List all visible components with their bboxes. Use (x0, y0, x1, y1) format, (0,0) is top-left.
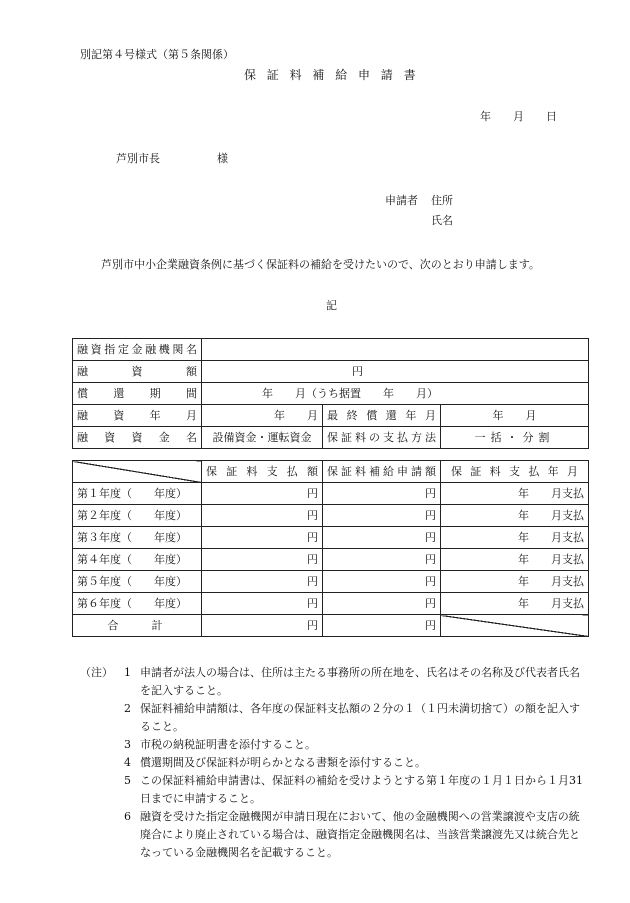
pay-date-cell[interactable]: 年 月支払 (441, 483, 589, 505)
table-row (73, 527, 589, 549)
payment-method-label: 保証料の支払方法 (323, 427, 441, 449)
pay-date-cell[interactable]: 年 月支払 (441, 505, 589, 527)
note-number: 2 (124, 702, 131, 715)
requested-cell[interactable]: 円 (323, 483, 441, 505)
total-diagonal-cell (441, 615, 589, 637)
header-paid: 保証料支払額 (202, 461, 323, 483)
paid-cell[interactable]: 円 (202, 593, 323, 615)
paid-cell[interactable]: 円 (202, 549, 323, 571)
year-label: 第６年度（ 年度） (73, 593, 202, 615)
total-requested-cell[interactable]: 円 (323, 615, 441, 637)
total-row (73, 615, 589, 637)
address-label: 住所 (431, 194, 453, 207)
note-number: 6 (124, 810, 131, 823)
note-number: 3 (124, 738, 131, 751)
note-number: 4 (124, 756, 131, 769)
header-requested: 保証料補給申請額 (323, 461, 441, 483)
paid-cell[interactable]: 円 (202, 527, 323, 549)
note-item (80, 808, 585, 862)
amount-unit[interactable]: 円 (202, 361, 589, 383)
requested-cell[interactable]: 円 (323, 527, 441, 549)
corner-diagonal-cell (73, 461, 202, 483)
table-row (73, 483, 589, 505)
pay-date-cell[interactable]: 年 月支払 (441, 527, 589, 549)
note-item (80, 664, 585, 700)
addressee-suffix: 様 (217, 152, 228, 165)
name-label: 氏名 (431, 214, 453, 227)
note-text: この保証料補給申請書は、保証料の補給を受けようとする第１年度の１月１日から１月31日までに申請すること。 (140, 774, 583, 805)
repay-period-value[interactable]: 年 月（うち据置 年 月） (202, 383, 589, 405)
note-text: 申請者が法人の場合は、住所は主たる事務所の所在地を、氏名はその名称及び代表者氏名を記入すること。 (140, 666, 580, 697)
note-item (80, 736, 585, 754)
paid-cell[interactable]: 円 (202, 505, 323, 527)
table-row (73, 593, 589, 615)
note-item (80, 700, 585, 736)
header-pay-date: 保証料支払年月 (441, 461, 589, 483)
total-paid-cell[interactable]: 円 (202, 615, 323, 637)
repay-period-label: 償還期間 (73, 383, 202, 405)
purpose-value[interactable]: 設備資金・運転資金 (202, 427, 323, 449)
pay-date-cell[interactable]: 年 月支払 (441, 549, 589, 571)
paid-cell[interactable]: 円 (202, 571, 323, 593)
row-purpose (73, 427, 589, 449)
requested-cell[interactable]: 円 (323, 571, 441, 593)
loan-info-table (72, 338, 589, 449)
purpose-label: 融資資金名 (73, 427, 202, 449)
final-repay-label: 最終償還年月 (323, 405, 441, 427)
note-item (80, 754, 585, 772)
form-title: 保証料補給申請書 (244, 68, 427, 82)
year-label: 第３年度（ 年度） (73, 527, 202, 549)
addressee: 芦別市長 (116, 152, 160, 165)
note-item (80, 772, 585, 808)
note-text: 保証料補給申請額は、各年度の保証料支払額の２分の１（１円未満切捨て）の額を記入すること。 (140, 702, 580, 733)
total-label: 合計 (73, 615, 202, 637)
year-label: 第２年度（ 年度） (73, 505, 202, 527)
note-number: 5 (124, 774, 131, 787)
year-label: 第５年度（ 年度） (73, 571, 202, 593)
table-row (73, 571, 589, 593)
applicant-label: 申請者 (385, 194, 418, 207)
table-row (73, 549, 589, 571)
notes-section (80, 664, 585, 862)
year-label: 第４年度（ 年度） (73, 549, 202, 571)
note-number: 1 (124, 666, 131, 679)
requested-cell[interactable]: 円 (323, 549, 441, 571)
institution-value[interactable] (202, 339, 589, 361)
note-text: 償還期間及び保証料が明らかとなる書類を添付すること。 (140, 756, 426, 769)
payment-header-row (73, 461, 589, 483)
loan-date-label: 融資年月 (73, 405, 202, 427)
notes-prefix: （注） (80, 666, 113, 679)
year-label: 第１年度（ 年度） (73, 483, 202, 505)
ki-marker: 記 (326, 299, 337, 312)
final-repay-value[interactable]: 年 月 (441, 405, 589, 427)
amount-label: 融資額 (73, 361, 202, 383)
loan-date-value[interactable]: 年 月 (202, 405, 323, 427)
table-row (73, 505, 589, 527)
requested-cell[interactable]: 円 (323, 505, 441, 527)
row-loan-date (73, 405, 589, 427)
payment-table (72, 460, 589, 637)
pay-date-cell[interactable]: 年 月支払 (441, 593, 589, 615)
row-repay-period (73, 383, 589, 405)
form-number: 別記第４号様式（第５条関係） (80, 48, 234, 61)
institution-label: 融資指定金融機関名 (73, 339, 202, 361)
note-text: 融資を受けた指定金融機関が申請日現在において、他の金融機関への営業譲渡や支店の統廃合により廃止されている場合は、融資指定金融機関名は、当該営業譲渡先又は統合先となっている金融機関名を記載すること。 (140, 810, 580, 859)
intro-text: 芦別市中小企業融資条例に基づく保証料の補給を受けたいので、次のとおり申請します。 (101, 258, 540, 271)
application-date: 年 月 日 (480, 110, 557, 123)
paid-cell[interactable]: 円 (202, 483, 323, 505)
row-institution (73, 339, 589, 361)
pay-date-cell[interactable]: 年 月支払 (441, 571, 589, 593)
payment-method-value[interactable]: 一括・分割 (441, 427, 589, 449)
note-text: 市税の納税証明書を添付すること。 (140, 738, 316, 751)
row-amount (73, 361, 589, 383)
requested-cell[interactable]: 円 (323, 593, 441, 615)
